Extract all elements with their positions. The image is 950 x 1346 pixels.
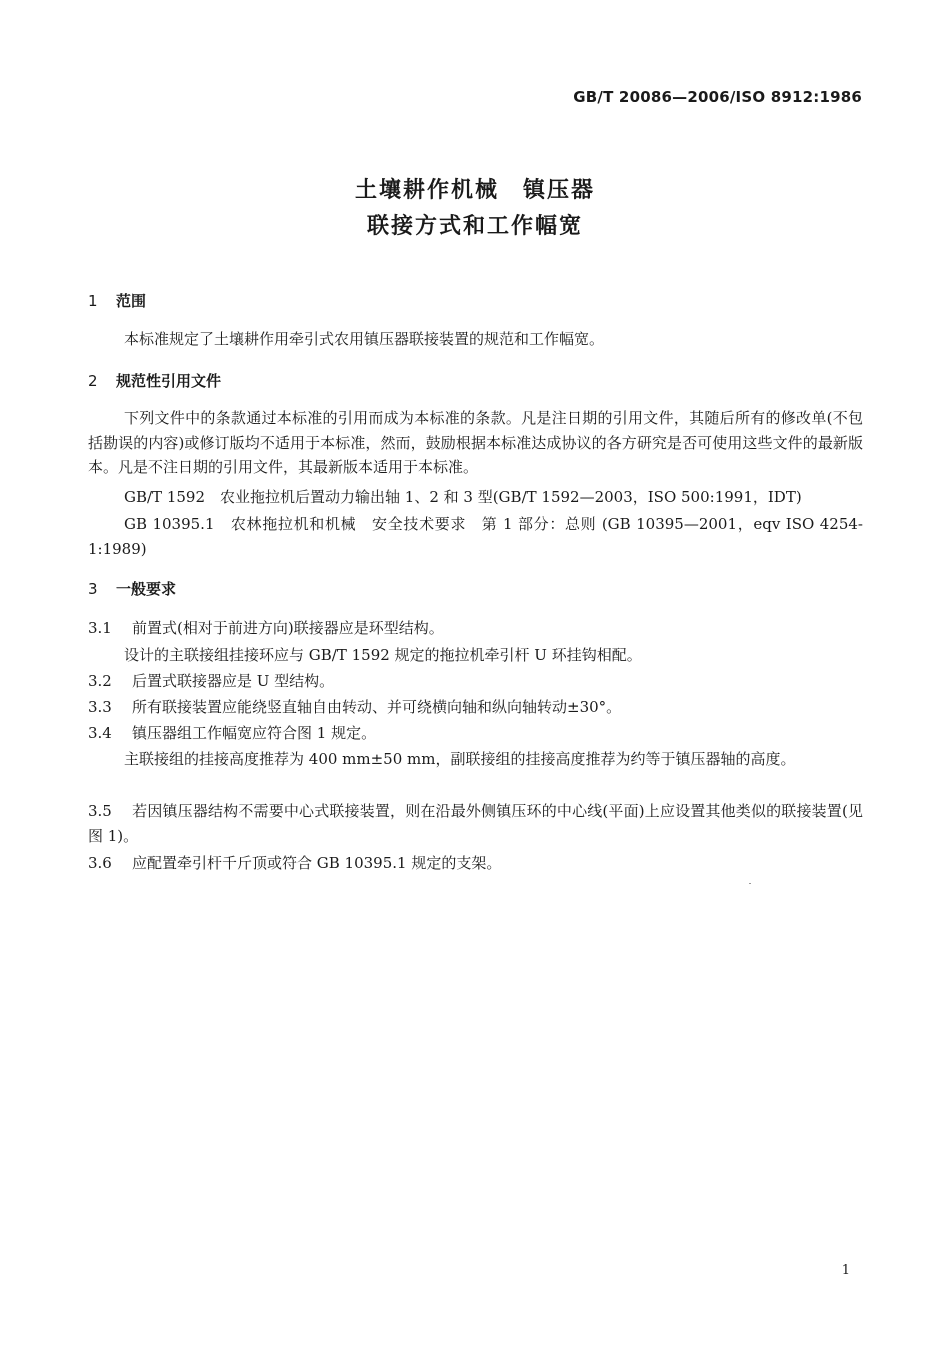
clause-text: 镇压器组工作幅宽应符合图 1 规定。 bbox=[132, 724, 377, 742]
clause-text: 前置式(相对于前进方向)联接器应是环型结构。 bbox=[132, 619, 444, 637]
clause-text: 所有联接装置应能绕竖直轴自由转动、并可绕横向轴和纵向轴转动±30°。 bbox=[132, 698, 622, 716]
clause-number: 3.1 bbox=[88, 619, 112, 637]
section-1-text: 本标准规定了土壤耕作用牵引式农用镇压器联接装置的规范和工作幅宽。 bbox=[124, 330, 605, 348]
clause-3-1 bbox=[88, 616, 863, 641]
clause-number: 3.6 bbox=[88, 854, 112, 872]
section-1-heading bbox=[88, 290, 146, 311]
clause-text: 若因镇压器结构不需要中心式联接装置，则在沿最外侧镇压环的中心线(平面)上应设置其他类似的联接装置(见图 1)。 bbox=[88, 802, 863, 845]
clause-3-5 bbox=[88, 799, 863, 848]
reference-gb-10395-1: GB 10395.1 农林拖拉机和机械 安全技术要求 第 1 部分：总则 (GB 10395—2001，eqv ISO 4254-1:1989) bbox=[88, 515, 863, 558]
clause-text: 后置式联接器应是 U 型结构。 bbox=[132, 672, 335, 690]
clause-3-1-continuation: 设计的主联接组挂接环应与 GB/T 1592 规定的拖拉机牵引杆 U 环挂钩相配。 bbox=[124, 646, 642, 664]
section-2-text: 下列文件中的条款通过本标准的引用而成为本标准的条款。凡是注日期的引用文件，其随后所有的修改单(不包括勘误的内容)或修订版均不适用于本标准，然而，鼓励根据本标准达成协议的各方研究是否可使用这些文件的最新版本。凡是不注日期的引用文件，其最新版本适用于本标准。 bbox=[88, 409, 863, 476]
clause-3-4-continuation: 主联接组的挂接高度推荐为 400 mm±50 mm，副联接组的挂接高度推荐为约等于镇压器轴的高度。 bbox=[124, 750, 796, 768]
reference-gbt-1592: GB/T 1592 农业拖拉机后置动力输出轴 1、2 和 3 型(GB/T 1592—2003，ISO 500:1991，IDT) bbox=[124, 488, 802, 506]
clause-number: 3.4 bbox=[88, 724, 112, 742]
section-3-heading bbox=[88, 578, 176, 599]
clause-3-3 bbox=[88, 695, 863, 720]
section-2-title: 规范性引用文件 bbox=[116, 372, 222, 390]
title-line-2: 联接方式和工作幅宽 bbox=[366, 214, 583, 239]
clause-3-4 bbox=[88, 721, 863, 746]
clause-number: 3.2 bbox=[88, 672, 112, 690]
clause-number: 3.3 bbox=[88, 698, 112, 716]
page-number: 1 bbox=[841, 1263, 850, 1278]
clause-3-2 bbox=[88, 669, 863, 694]
clause-text: 应配置牵引杆千斤顶或符合 GB 10395.1 规定的支架。 bbox=[132, 854, 502, 872]
section-2-heading bbox=[88, 370, 221, 391]
section-2-number: 2 bbox=[88, 372, 98, 390]
scan-speck bbox=[749, 883, 751, 884]
section-3-title: 一般要求 bbox=[116, 580, 177, 598]
section-1-title: 范围 bbox=[116, 292, 147, 310]
title-line-1: 土壤耕作机械 镇压器 bbox=[354, 178, 595, 203]
section-1-number: 1 bbox=[88, 292, 98, 310]
clause-number: 3.5 bbox=[88, 802, 112, 820]
clause-3-6 bbox=[88, 851, 863, 876]
standard-code: GB/T 20086—2006/ISO 8912:1986 bbox=[573, 88, 862, 106]
section-3-number: 3 bbox=[88, 580, 98, 598]
